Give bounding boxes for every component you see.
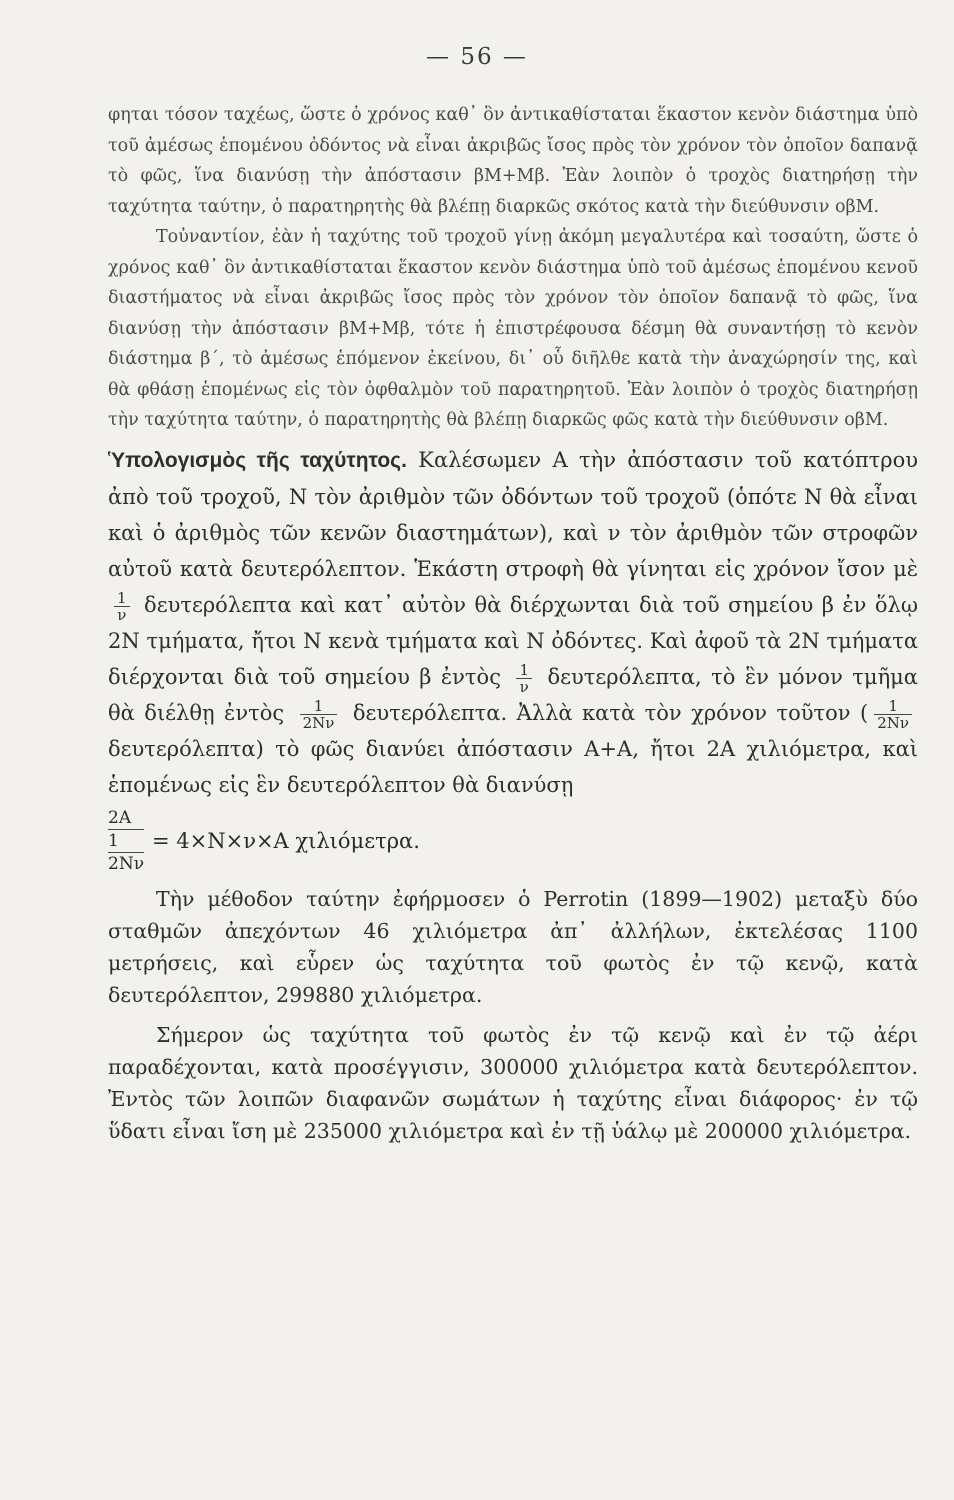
page-body bbox=[108, 100, 918, 1147]
paragraph-text: Καλέσωμεν Α τὴν ἀπόστασιν τοῦ κατόπτρου ἀπὸ τοῦ τροχοῦ, Ν τὸν ἀριθμὸν τῶν ὀδόντων τοῦ τροχοῦ (ὁπότε Ν θὰ εἶναι καὶ ὁ ἀριθμὸς τῶν κενῶν διαστημάτων), καὶ ν τὸν ἀριθμὸν τῶν στροφῶν αὐτοῦ κατὰ δευτερόλεπτον. Ἑκάστη στροφὴ θὰ γίνηται εἰς χρόνον ἴσον μὲ bbox=[108, 447, 918, 581]
fraction: $\frac{1}{2N\nu}$ bbox=[874, 698, 912, 731]
formula-fraction: 2Α 1 2Νν bbox=[108, 807, 145, 874]
paragraph-text: Τοὐναντίον, ἐὰν ἡ ταχύτης τοῦ τροχοῦ γίνῃ ἀκόμη μεγαλυτέρα καὶ τοσαύτη, ὥστε ὁ χρόνος καθ᾽ ὃν ἀντικαθίσταται ἕκαστον κενὸν διάστημα ὑπὸ τοῦ ἀμέσως ἑπομένου κενοῦ διαστήματος νὰ εἶναι ἀκριβῶς ἴσος πρὸς τὸν χρόνον τὸν ὁποῖον δαπανᾷ τὸ φῶς, ἵνα διανύσῃ τὴν ἀπόστασιν βΜ+Μβ, τότε ἡ ἐπιστρέφουσα δέσμη θὰ συναντήσῃ τὸ κενὸν διάστημα β΄, τὸ ἀμέσως ἑπόμενον ἐκείνου, δι᾽ οὗ διῆλθε κατὰ τὴν ἀναχώρησίν της, καὶ θὰ φθάσῃ ἑπομένως εἰς τὸν ὀφθαλμὸν τοῦ παρατηρητοῦ. Ἐὰν λοιπὸν ὁ τροχὸς διατηρήσῃ τὴν ταχύτητα ταύτην, ὁ παρατηρητὴς θὰ βλέπῃ διαρκῶς φῶς κατὰ τὴν διεύθυνσιν οβΜ. bbox=[108, 227, 918, 430]
fraction: $\frac{1}{2N\nu}$ bbox=[300, 698, 338, 731]
paragraph-text: δευτερόλεπτα καὶ κατ᾽ αὐτὸν θὰ διέρχωνται διὰ τοῦ σημείου β ἐν ὅλῳ 2Ν τμήματα, ἤτοι Ν κενὰ τμήματα καὶ Ν ὀδόντες. Καὶ ἀφοῦ τὰ 2Ν τμήματα διέρχονται διὰ τοῦ σημείου β ἐντὸς bbox=[108, 592, 918, 689]
formula-rhs: = 4×Ν×ν×Α χιλιόμετρα. bbox=[152, 828, 420, 853]
paragraph-text: δευτερόλεπτα) τὸ φῶς διανύει ἀπόστασιν Α+Α, ἤτοι 2Α χιλιόμετρα, καὶ ἑπομένως εἰς ἓν δευτερόλεπτον θὰ διανύσῃ bbox=[108, 736, 918, 797]
page-number: — 56 — bbox=[426, 44, 528, 70]
paragraph-text: δευτερόλεπτα. Ἀλλὰ κατὰ τὸν χρόνον τοῦτον ( bbox=[352, 700, 869, 725]
paragraph-speed-today: Σήμερον ὡς ταχύτητα τοῦ φωτὸς ἐν τῷ κενῷ καὶ ἐν τῷ ἀέρι παραδέχονται, κατὰ προσέγγισιν, 300000 χιλιόμετρα κατὰ δευτερόλεπτον. Ἐντὸς τῶν λοιπῶν διαφανῶν σωμάτων ἡ ταχύτης εἶναι διάφορος· ἐν τῷ ὕδατι εἶναι ἴση μὲ 235000 χιλιόμετρα καὶ ἐν τῇ ὑάλῳ μὲ 200000 χιλιόμετρα. bbox=[108, 1022, 918, 1143]
paragraph-calculation bbox=[108, 442, 918, 803]
fraction: $\frac{1}{\nu}$ bbox=[516, 662, 532, 695]
paragraph-perrotin: Τὴν μέθοδον ταύτην ἐφήρμοσεν ὁ Perrotin (1899—1902) μεταξὺ δύο σταθμῶν ἀπεχόντων 46 χιλιόμετρα ἀπ᾽ ἀλλήλων, ἐκτελέσας 1100 μετρήσεις, καὶ εὗρεν ὡς ταχύτητα τοῦ φωτὸς ἐν τῷ κενῷ, κατὰ δευτερόλεπτον, 299880 χιλιόμετρα. bbox=[108, 886, 918, 1007]
paragraph-intro bbox=[108, 100, 918, 436]
paragraph-text: δευτερόλεπτα, τὸ ἓν μόνον τμῆμα θὰ διέλθῃ ἐντὸς bbox=[108, 664, 918, 725]
fraction: $\frac{1}{\nu}$ bbox=[114, 590, 130, 623]
section-heading: Ὑπολογισμὸς τῆς ταχύτητος. bbox=[108, 448, 407, 472]
formula bbox=[108, 807, 918, 875]
paragraph-text: φηται τόσον ταχέως, ὥστε ὁ χρόνος καθ᾽ ὃν ἀντικαθίσταται ἕκαστον κενὸν διάστημα ὑπὸ τοῦ ἀμέσως ἑπομένου ὀδόντος νὰ εἶναι ἀκριβῶς ἴσος πρὸς τὸν χρόνον τὸν ὁποῖον δαπανᾷ τὸ φῶς, ἵνα διανύσῃ τὴν ἀπόστασιν βΜ+Μβ. Ἐὰν λοιπὸν ὁ τροχὸς διατηρήσῃ τὴν ταχύτητα ταύτην, ὁ παρατηρητὴς θὰ βλέπῃ διαρκῶς σκότος κατὰ τὴν διεύθυνσιν οβΜ. bbox=[108, 105, 918, 217]
